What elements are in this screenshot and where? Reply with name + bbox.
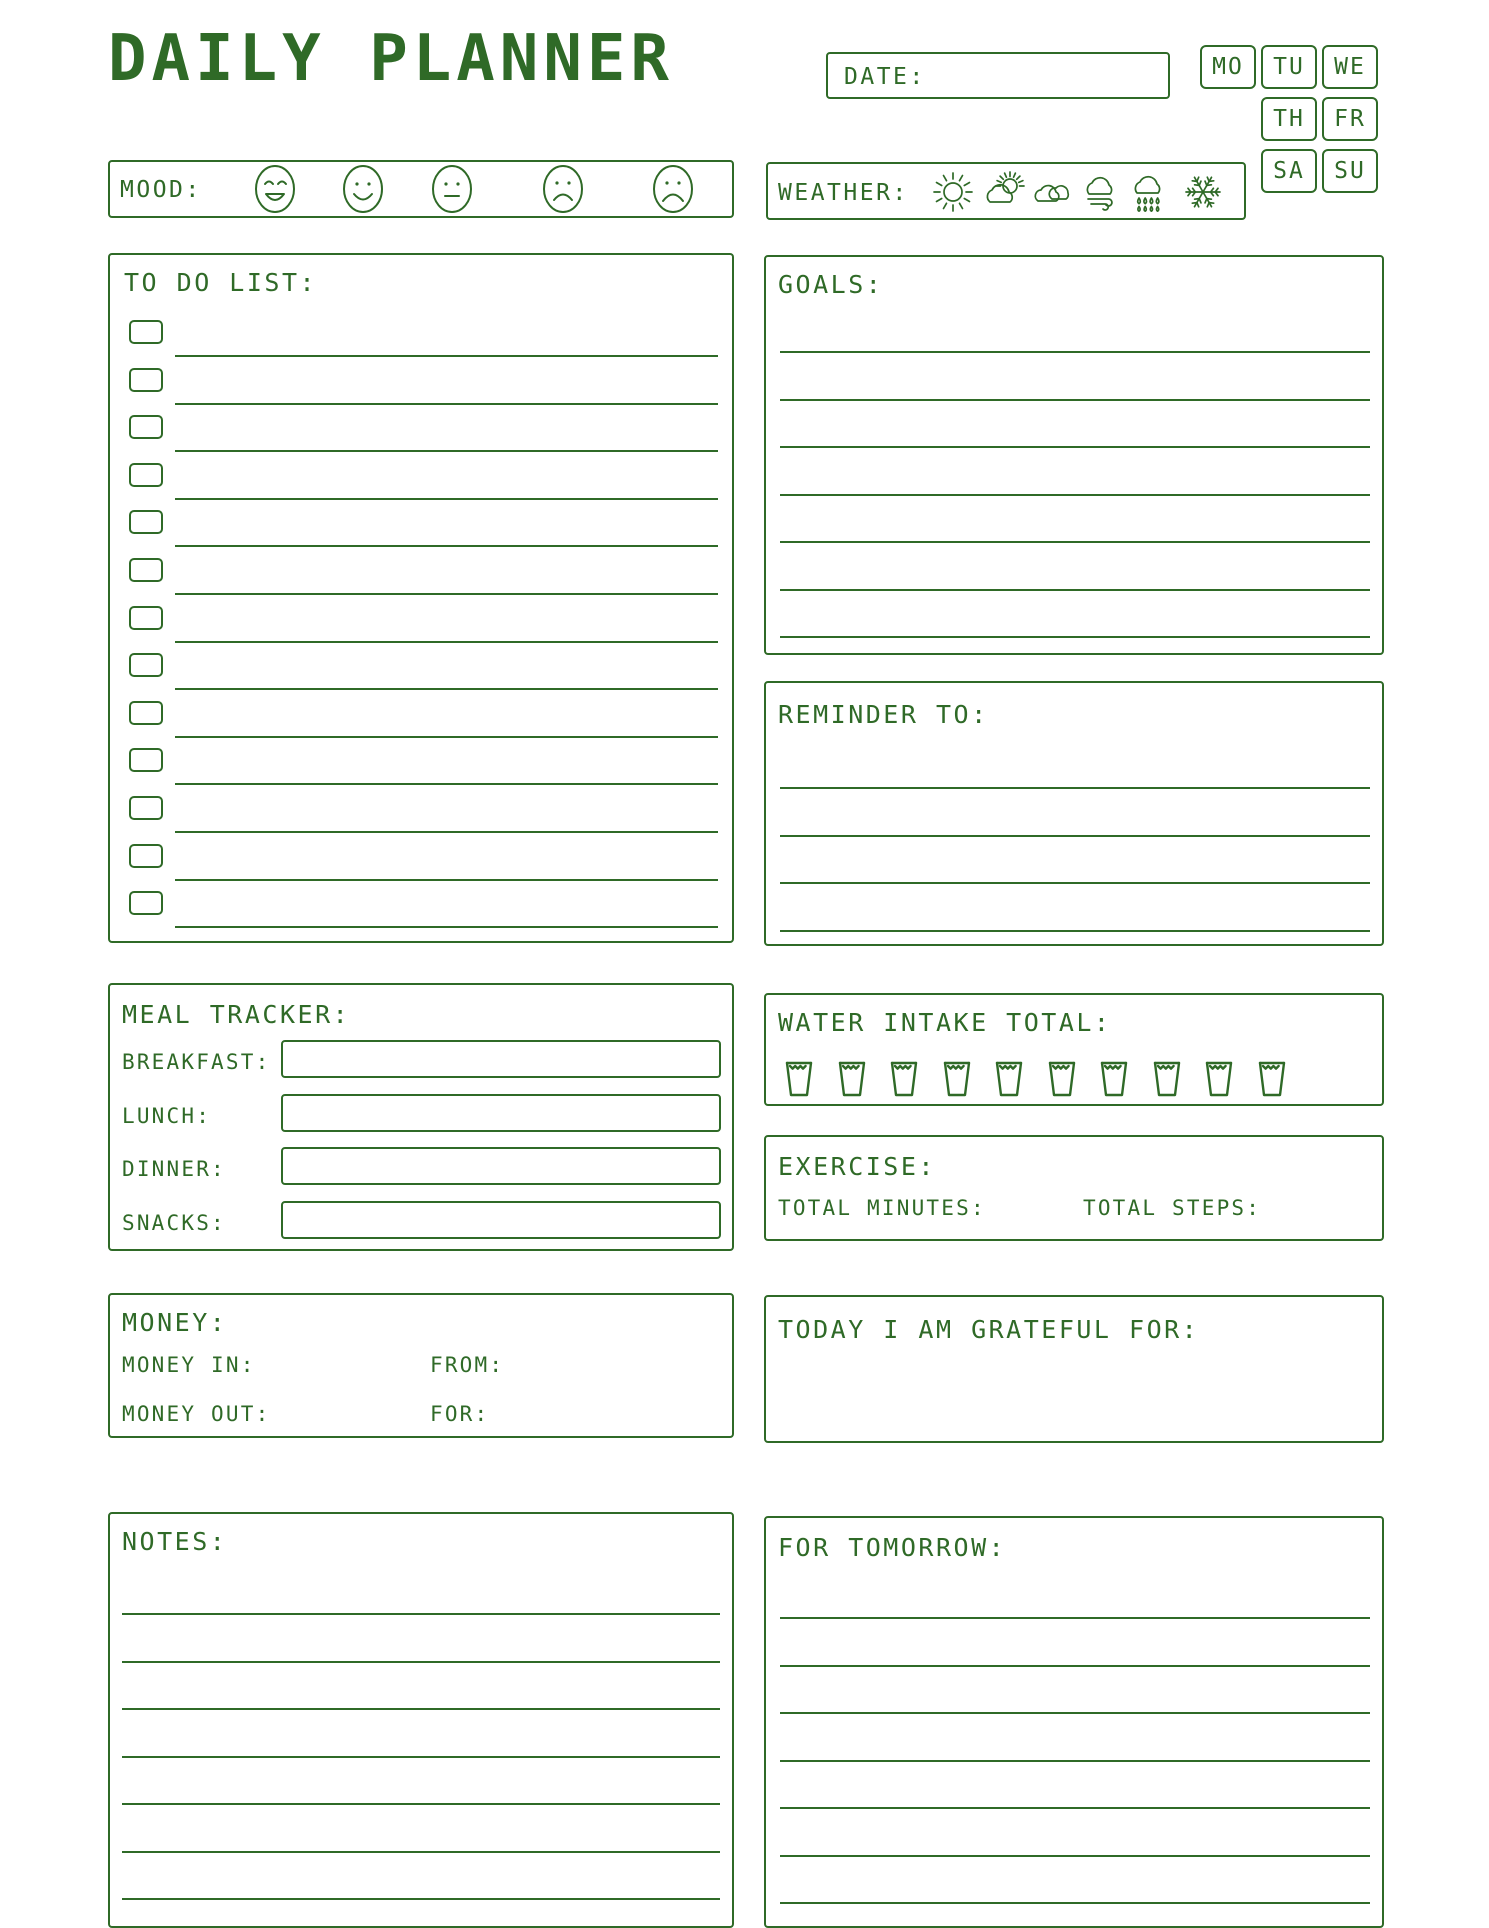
rainy-icon[interactable] — [1128, 168, 1174, 214]
notes-write-line[interactable] — [122, 1613, 720, 1615]
notes-write-line[interactable] — [122, 1851, 720, 1853]
todo-write-line[interactable] — [175, 879, 718, 881]
todo-list-title: TO DO LIST: — [124, 268, 318, 297]
day-button-we[interactable] — [1322, 45, 1378, 89]
goals-write-line[interactable] — [780, 494, 1370, 496]
day-button-fr[interactable] — [1322, 97, 1378, 141]
todo-checkbox[interactable] — [129, 510, 163, 534]
notes-title: NOTES: — [122, 1527, 228, 1556]
mood-section — [108, 160, 734, 218]
water-glass-icon[interactable] — [782, 1055, 816, 1099]
meal-label-breakfast: BREAKFAST: — [122, 1050, 271, 1074]
weather-label: WEATHER: — [778, 180, 909, 206]
for-tomorrow-write-line[interactable] — [780, 1665, 1370, 1667]
day-button-sa[interactable] — [1261, 149, 1317, 193]
meal-label-snacks: SNACKS: — [122, 1210, 226, 1235]
todo-checkbox[interactable] — [129, 844, 163, 868]
day-button-label: SA — [1273, 158, 1305, 184]
todo-write-line[interactable] — [175, 783, 718, 785]
exercise-title: EXERCISE: — [778, 1152, 936, 1181]
todo-write-line[interactable] — [175, 688, 718, 690]
reminder-write-line[interactable] — [780, 882, 1370, 884]
notes-write-line[interactable] — [122, 1898, 720, 1900]
todo-write-line[interactable] — [175, 450, 718, 452]
very-happy-face-icon[interactable] — [250, 163, 300, 215]
for-tomorrow-write-line[interactable] — [780, 1807, 1370, 1809]
water-glass-icon[interactable] — [940, 1055, 974, 1099]
todo-checkbox[interactable] — [129, 606, 163, 630]
for-tomorrow-title: FOR TOMORROW: — [778, 1533, 1007, 1562]
partly-cloudy-icon[interactable] — [980, 168, 1026, 214]
for-tomorrow-section — [764, 1516, 1384, 1928]
meal-label-lunch: LUNCH: — [122, 1103, 212, 1128]
money-from-label: FROM: — [430, 1353, 505, 1377]
money-title: MONEY: — [122, 1308, 228, 1337]
todo-write-line[interactable] — [175, 403, 718, 405]
goals-section — [764, 255, 1384, 655]
happy-face-icon[interactable] — [338, 163, 388, 215]
water-glass-icon[interactable] — [887, 1055, 921, 1099]
goals-title: GOALS: — [778, 270, 884, 299]
notes-write-line[interactable] — [122, 1803, 720, 1805]
todo-write-line[interactable] — [175, 355, 718, 357]
sad-face-icon[interactable] — [538, 163, 588, 215]
todo-checkbox[interactable] — [129, 368, 163, 392]
todo-write-line[interactable] — [175, 736, 718, 738]
reminder-write-line[interactable] — [780, 787, 1370, 789]
water-glass-icon[interactable] — [1150, 1055, 1184, 1099]
reminder-write-line[interactable] — [780, 835, 1370, 837]
day-button-mo[interactable] — [1200, 45, 1256, 89]
todo-checkbox[interactable] — [129, 320, 163, 344]
for-tomorrow-write-line[interactable] — [780, 1617, 1370, 1619]
todo-write-line[interactable] — [175, 593, 718, 595]
todo-checkbox[interactable] — [129, 796, 163, 820]
page-title: DAILY PLANNER — [108, 22, 674, 96]
notes-write-line[interactable] — [122, 1708, 720, 1710]
todo-checkbox[interactable] — [129, 701, 163, 725]
meal-input-snacks[interactable] — [281, 1201, 721, 1239]
meal-input-dinner[interactable] — [281, 1147, 721, 1185]
todo-write-line[interactable] — [175, 831, 718, 833]
todo-checkbox[interactable] — [129, 891, 163, 915]
very-sad-face-icon[interactable] — [648, 163, 698, 215]
for-tomorrow-write-line[interactable] — [780, 1712, 1370, 1714]
money-out-label: MONEY OUT: — [122, 1402, 271, 1426]
goals-write-line[interactable] — [780, 399, 1370, 401]
todo-write-line[interactable] — [175, 498, 718, 500]
day-button-su[interactable] — [1322, 149, 1378, 193]
goals-write-line[interactable] — [780, 446, 1370, 448]
todo-write-line[interactable] — [175, 641, 718, 643]
day-button-th[interactable] — [1261, 97, 1317, 141]
meal-input-lunch[interactable] — [281, 1094, 721, 1132]
day-button-tu[interactable] — [1261, 45, 1317, 89]
goals-write-line[interactable] — [780, 589, 1370, 591]
water-glass-icon[interactable] — [1045, 1055, 1079, 1099]
money-in-label: MONEY IN: — [122, 1353, 256, 1377]
mood-label: MOOD: — [120, 177, 202, 203]
day-button-label: SU — [1334, 158, 1366, 184]
goals-write-line[interactable] — [780, 541, 1370, 543]
reminder-write-line[interactable] — [780, 930, 1370, 932]
sunny-icon[interactable] — [930, 168, 976, 214]
day-button-label: MO — [1212, 54, 1244, 80]
water-glass-icon[interactable] — [835, 1055, 869, 1099]
meal-label-dinner: DINNER: — [122, 1157, 226, 1181]
todo-write-line[interactable] — [175, 926, 718, 928]
water-glass-icon[interactable] — [1097, 1055, 1131, 1099]
todo-checkbox[interactable] — [129, 748, 163, 772]
goals-write-line[interactable] — [780, 636, 1370, 638]
meal-tracker-title: MEAL TRACKER: — [122, 1000, 351, 1029]
for-tomorrow-write-line[interactable] — [780, 1902, 1370, 1904]
date-label: DATE: — [844, 64, 926, 90]
for-tomorrow-write-line[interactable] — [780, 1855, 1370, 1857]
for-tomorrow-write-line[interactable] — [780, 1760, 1370, 1762]
windy-icon[interactable] — [1080, 168, 1126, 214]
snowy-icon[interactable] — [1180, 168, 1226, 214]
cloudy-icon[interactable] — [1030, 168, 1076, 214]
total-steps-label: TOTAL STEPS: — [1083, 1196, 1262, 1220]
water-intake-title: WATER INTAKE TOTAL: — [778, 1008, 1112, 1037]
notes-section — [108, 1512, 734, 1928]
day-button-label: TH — [1273, 106, 1305, 132]
todo-checkbox[interactable] — [129, 558, 163, 582]
day-button-label: WE — [1334, 54, 1366, 80]
day-button-label: FR — [1334, 106, 1366, 132]
exercise-section — [764, 1135, 1384, 1241]
todo-checkbox[interactable] — [129, 463, 163, 487]
reminder-title: REMINDER TO: — [778, 700, 989, 729]
water-glass-icon[interactable] — [992, 1055, 1026, 1099]
goals-write-line[interactable] — [780, 351, 1370, 353]
day-button-label: TU — [1273, 54, 1305, 80]
notes-write-line[interactable] — [122, 1756, 720, 1758]
todo-write-line[interactable] — [175, 545, 718, 547]
todo-checkbox[interactable] — [129, 653, 163, 677]
notes-write-line[interactable] — [122, 1661, 720, 1663]
meal-input-breakfast[interactable] — [281, 1040, 721, 1078]
todo-checkbox[interactable] — [129, 415, 163, 439]
water-glass-icon[interactable] — [1255, 1055, 1289, 1099]
money-for-label: FOR: — [430, 1402, 490, 1426]
neutral-face-icon[interactable] — [427, 163, 477, 215]
total-minutes-label: TOTAL MINUTES: — [778, 1196, 986, 1220]
water-glass-icon[interactable] — [1202, 1055, 1236, 1099]
grateful-title: TODAY I AM GRATEFUL FOR: — [778, 1315, 1200, 1344]
